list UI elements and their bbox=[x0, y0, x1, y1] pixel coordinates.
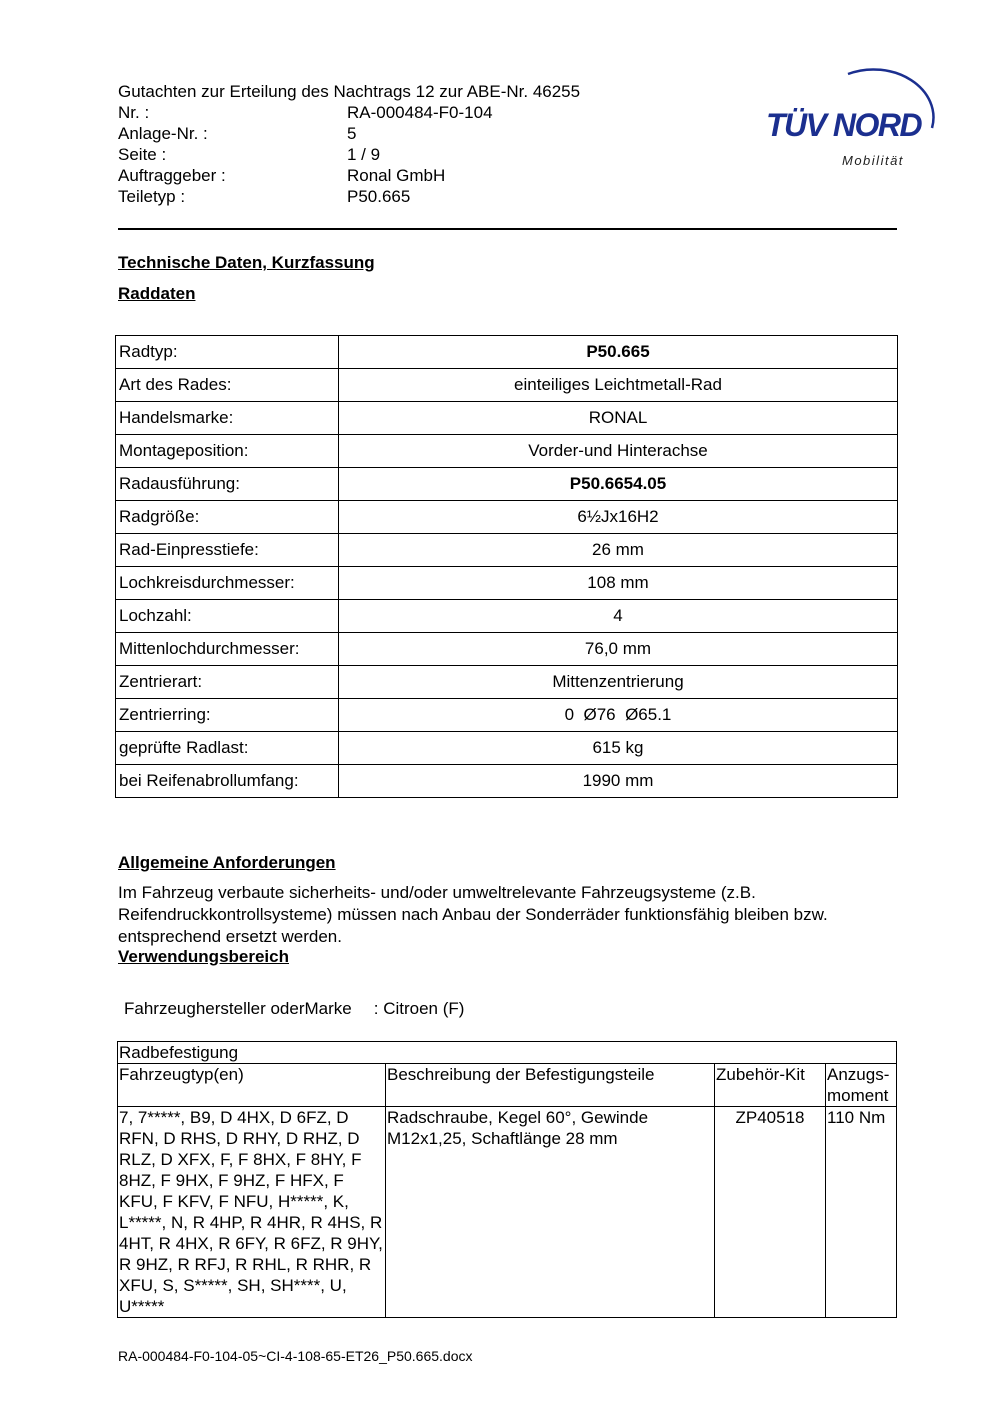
row-value: 76,0 mm bbox=[339, 633, 898, 666]
row-value: 6½Jx16H2 bbox=[339, 501, 898, 534]
header-label: Seite : bbox=[118, 145, 167, 164]
row-label: Montageposition: bbox=[116, 435, 339, 468]
header-value: P50.665 bbox=[347, 187, 411, 206]
header-value: Ronal GmbH bbox=[347, 166, 446, 185]
table-row bbox=[116, 633, 898, 666]
header-value: RA-000484-F0-104 bbox=[347, 103, 493, 122]
document-header bbox=[118, 81, 580, 207]
table-row bbox=[116, 732, 898, 765]
row-value: 615 kg bbox=[339, 732, 898, 765]
header-row-nr bbox=[118, 102, 580, 123]
maker-separator: : bbox=[373, 999, 379, 1018]
header-divider bbox=[118, 228, 897, 230]
table-row bbox=[116, 435, 898, 468]
section-title: Technische Daten, Kurzfassung bbox=[118, 253, 375, 272]
row-label: Zentrierart: bbox=[116, 666, 339, 699]
row-label: Lochkreisdurchmesser: bbox=[116, 567, 339, 600]
row-label: bei Reifenabrollumfang: bbox=[116, 765, 339, 798]
row-label: Radgröße: bbox=[116, 501, 339, 534]
row-label: Zentrierring: bbox=[116, 699, 339, 732]
row-value: P50.6654.05 bbox=[339, 468, 898, 501]
header-row-auftraggeber bbox=[118, 165, 580, 186]
tuev-nord-logo bbox=[760, 56, 945, 176]
maker-label: Fahrzeughersteller oderMarke bbox=[124, 999, 352, 1018]
raddaten-title: Raddaten bbox=[118, 284, 196, 303]
table-row bbox=[116, 666, 898, 699]
row-value: Vorder-und Hinterachse bbox=[339, 435, 898, 468]
column-header: Fahrzeugtyp(en) bbox=[118, 1064, 386, 1107]
header-value: 1 / 9 bbox=[347, 145, 381, 164]
table-row bbox=[116, 600, 898, 633]
table-caption: Radbefestigung bbox=[118, 1042, 897, 1064]
table-row bbox=[118, 1107, 897, 1318]
table-row bbox=[116, 468, 898, 501]
table-row bbox=[116, 501, 898, 534]
vehicle-maker-line bbox=[124, 998, 464, 1020]
column-header: Zubehör-Kit bbox=[715, 1064, 826, 1107]
allgemein-title: Allgemeine Anforderungen bbox=[118, 853, 336, 872]
fastener-description-cell: Radschraube, Kegel 60°, Gewinde M12x1,25, Schaftlänge 28 mm bbox=[386, 1107, 715, 1318]
row-label: Radausführung: bbox=[116, 468, 339, 501]
row-label: Art des Rades: bbox=[116, 369, 339, 402]
row-label: Mittenlochdurchmesser: bbox=[116, 633, 339, 666]
table-row bbox=[116, 369, 898, 402]
header-label: Auftraggeber : bbox=[118, 166, 226, 185]
column-header: Anzugs-moment bbox=[826, 1064, 897, 1107]
header-row-seite bbox=[118, 144, 580, 165]
table-row bbox=[116, 765, 898, 798]
document-footer: RA-000484-F0-104-05~CI-4-108-65-ET26_P50.665.docx bbox=[118, 1348, 473, 1364]
table-row bbox=[116, 534, 898, 567]
row-value: 1990 mm bbox=[339, 765, 898, 798]
row-value: P50.665 bbox=[339, 336, 898, 369]
vehicle-types-cell: 7, 7*****, B9, D 4HX, D 6FZ, D RFN, D RHS, D RHY, D RHZ, D RLZ, D XFX, F, F 8HX, F 8HY, F 8HZ, F 9HX, F 9HZ, F HFX, F KFU, F KFV, F NFU, H*****, K, L*****, N, R 4HP, R 4HR, R 4HS, R 4HT, R 4HX, R 6FY, R 6FZ, R 9HY, R 9HZ, R RFJ, R RHL, R RHR, R XFU, S, S*****, SH, SH****, U, U***** bbox=[118, 1107, 386, 1318]
allgemein-text: Im Fahrzeug verbaute sicherheits- und/oder umweltrelevante Fahrzeugsysteme (z.B. Reifendruckkontrollsysteme) müssen nach Anbau der Sonderräder funktionsfähig bleiben bzw. entsprechend ersetzt werden. bbox=[118, 883, 828, 946]
row-value: 0 Ø76 Ø65.1 bbox=[339, 699, 898, 732]
row-value: einteiliges Leichtmetall-Rad bbox=[339, 369, 898, 402]
accessory-kit-cell: ZP40518 bbox=[715, 1107, 826, 1318]
torque-cell: 110 Nm bbox=[826, 1107, 897, 1318]
table-row bbox=[116, 336, 898, 369]
table-row bbox=[116, 699, 898, 732]
header-label: Nr. : bbox=[118, 103, 150, 122]
table-caption-row bbox=[118, 1042, 897, 1064]
logo-brand: TÜV NORD bbox=[766, 107, 922, 143]
header-label: Anlage-Nr. : bbox=[118, 124, 208, 143]
row-label: Rad-Einpresstiefe: bbox=[116, 534, 339, 567]
row-value: Mittenzentrierung bbox=[339, 666, 898, 699]
row-value: 108 mm bbox=[339, 567, 898, 600]
table-row bbox=[116, 402, 898, 435]
row-label: geprüfte Radlast: bbox=[116, 732, 339, 765]
document-title: Gutachten zur Erteilung des Nachtrags 12 zur ABE-Nr. 46255 bbox=[118, 82, 581, 101]
header-row-anlage bbox=[118, 123, 580, 144]
row-label: Radtyp: bbox=[116, 336, 339, 369]
maker-value: Citroen (F) bbox=[383, 999, 465, 1018]
row-label: Lochzahl: bbox=[116, 600, 339, 633]
table-row bbox=[116, 567, 898, 600]
logo-subtitle: Mobilität bbox=[842, 153, 904, 168]
column-header: Beschreibung der Befestigungsteile bbox=[386, 1064, 715, 1107]
row-label: Handelsmarke: bbox=[116, 402, 339, 435]
header-label: Teiletyp : bbox=[118, 187, 186, 206]
row-value: 4 bbox=[339, 600, 898, 633]
verwendung-title: Verwendungsbereich bbox=[118, 947, 289, 966]
header-row-teiletyp bbox=[118, 186, 580, 207]
header-value: 5 bbox=[347, 124, 357, 143]
raddaten-table bbox=[115, 335, 898, 798]
row-value: 26 mm bbox=[339, 534, 898, 567]
radbefestigung-table bbox=[117, 1041, 897, 1318]
table-header-row bbox=[118, 1064, 897, 1107]
row-value: RONAL bbox=[339, 402, 898, 435]
